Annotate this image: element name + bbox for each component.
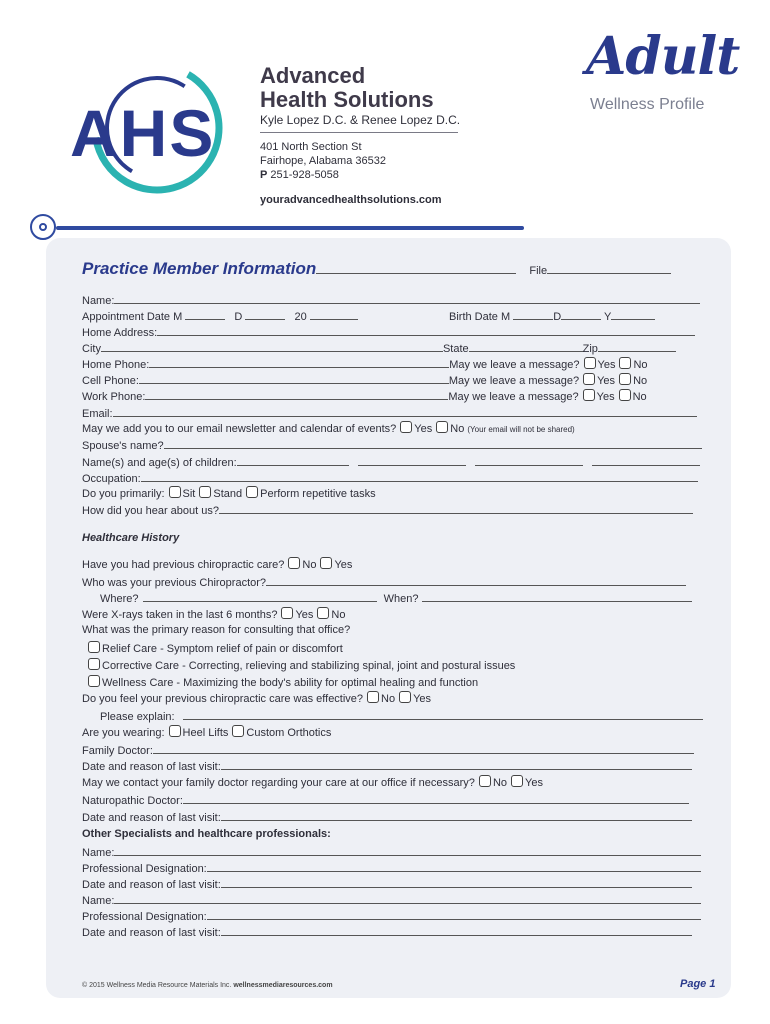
address-line-1: 401 North Section St	[260, 141, 362, 153]
ahs-logo	[62, 58, 247, 198]
family-doctor-visit-row: Date and reason of last visit:	[82, 758, 692, 774]
specialist-2-designation-row: Professional Designation:	[82, 908, 701, 924]
file-label: File	[529, 265, 548, 277]
specialist-1-visit-field[interactable]	[221, 876, 692, 888]
page-number: Page 1	[680, 978, 716, 990]
specialist-2-name-field[interactable]	[114, 892, 701, 904]
practice-section-title-row	[82, 259, 671, 281]
name-row: Name:	[82, 292, 700, 308]
cell-phone-row: Cell Phone: May we leave a message? Yes No	[82, 372, 647, 388]
prev-chiro-name-field[interactable]	[266, 574, 686, 586]
specialist-1-name-field[interactable]	[114, 844, 701, 856]
xrays-yes-checkbox[interactable]	[281, 607, 293, 619]
cell-msg-yes-checkbox[interactable]	[583, 373, 595, 385]
copyright-footer: © 2015 Wellness Media Resource Materials Inc. wellnessmediaresources.com	[82, 982, 333, 989]
phone-line	[260, 168, 386, 182]
hear-field[interactable]	[219, 502, 693, 514]
home-phone-row: Home Phone: May we leave a message? Yes No	[82, 356, 648, 372]
title-underline	[316, 262, 516, 274]
file-field[interactable]	[547, 262, 671, 274]
zip-field[interactable]	[598, 340, 676, 352]
section-title-history: Healthcare History	[82, 532, 180, 544]
reason-question: What was the primary reason for consulting that office?	[82, 624, 351, 636]
birth-date-row: Birth Date M D Y	[449, 308, 655, 324]
corrective-care-row: Corrective Care - Correcting, relieving and stabilizing spinal, joint and postural issues	[84, 658, 515, 674]
specialist-2-name-row: Name:	[82, 892, 701, 908]
xrays-no-checkbox[interactable]	[317, 607, 329, 619]
home-msg-no-checkbox[interactable]	[619, 357, 631, 369]
header-divider	[260, 132, 458, 133]
specialist-2-visit-field[interactable]	[221, 924, 692, 936]
prev-chiro-no-checkbox[interactable]	[288, 557, 300, 569]
relief-care-row: Relief Care - Symptom relief of pain or discomfort	[84, 641, 343, 657]
specialist-1-visit-row: Date and reason of last visit:	[82, 876, 692, 892]
svg-text:AHS: AHS	[70, 96, 216, 170]
family-doctor-visit-field[interactable]	[221, 758, 692, 770]
xrays-row: Were X-rays taken in the last 6 months? Yes No	[82, 609, 346, 621]
home-address-field[interactable]	[157, 324, 695, 336]
home-address-row: Home Address:	[82, 324, 695, 340]
header-bar	[56, 226, 524, 230]
work-phone-row: Work Phone: May we leave a message? Yes No	[82, 388, 647, 404]
brand-line-1: Advanced	[260, 63, 366, 88]
specialist-2-designation-field[interactable]	[207, 908, 701, 920]
heel-lifts-checkbox[interactable]	[169, 725, 181, 737]
work-msg-no-checkbox[interactable]	[619, 389, 631, 401]
child-1-field[interactable]	[237, 454, 349, 466]
specialist-1-name-row: Name:	[82, 844, 701, 860]
sit-checkbox[interactable]	[169, 486, 181, 498]
spouse-row: Spouse's name?	[82, 437, 702, 453]
child-2-field[interactable]	[358, 454, 466, 466]
child-4-field[interactable]	[592, 454, 700, 466]
clinic-address	[260, 140, 386, 182]
primarily-row: Do you primarily: Sit Stand Perform repetitive tasks	[82, 488, 376, 500]
home-msg-yes-checkbox[interactable]	[584, 357, 596, 369]
city-field[interactable]	[101, 340, 443, 352]
birth-month-field[interactable]	[513, 308, 553, 320]
appointment-row: Appointment Date M D 20	[82, 308, 358, 324]
newsletter-yes-checkbox[interactable]	[400, 421, 412, 433]
home-phone-field[interactable]	[149, 356, 449, 368]
contact-doctor-no-checkbox[interactable]	[479, 775, 491, 787]
contact-doctor-yes-checkbox[interactable]	[511, 775, 523, 787]
work-msg-yes-checkbox[interactable]	[583, 389, 595, 401]
birth-day-field[interactable]	[561, 308, 601, 320]
specialist-2-visit-row: Date and reason of last visit:	[82, 924, 692, 940]
effective-row: Do you feel your previous chiropractic care was effective? No Yes	[82, 693, 432, 705]
newsletter-row: May we add you to our email newsletter and calendar of events? Yes No (Your email will not be shared)	[82, 423, 575, 435]
footer-site-link: wellnessmediaresources.com	[233, 982, 333, 989]
naturopathic-visit-row: Date and reason of last visit:	[82, 809, 692, 825]
city-row: City State Zip	[82, 340, 676, 356]
form-title: Adult	[586, 26, 740, 87]
spouse-field[interactable]	[164, 437, 702, 449]
prev-chiro-name-row: Who was your previous Chiropractor?	[82, 574, 686, 590]
website-link[interactable]: youradvancedhealthsolutions.com	[260, 194, 442, 206]
newsletter-no-checkbox[interactable]	[436, 421, 448, 433]
where-when-row: Where? When?	[100, 590, 692, 606]
stand-checkbox[interactable]	[199, 486, 211, 498]
specialist-1-designation-field[interactable]	[207, 860, 701, 872]
section-title-practice: Practice Member Information	[82, 259, 317, 278]
occupation-field[interactable]	[141, 470, 698, 482]
wearing-row: Are you wearing: Heel Lifts Custom Orthotics	[82, 727, 332, 739]
naturopathic-field[interactable]	[183, 792, 689, 804]
explain-row: Please explain:	[100, 708, 703, 724]
name-field[interactable]	[114, 292, 700, 304]
repetitive-checkbox[interactable]	[246, 486, 258, 498]
naturopathic-row: Naturopathic Doctor:	[82, 792, 689, 808]
when-field[interactable]	[422, 590, 692, 602]
brand-name	[260, 64, 434, 112]
email-field[interactable]	[113, 405, 697, 417]
family-doctor-row: Family Doctor:	[82, 742, 694, 758]
appt-month-field[interactable]	[185, 308, 225, 320]
naturopathic-visit-field[interactable]	[221, 809, 692, 821]
corrective-care-checkbox[interactable]	[88, 658, 100, 670]
prev-chiro-row: Have you had previous chiropractic care? No Yes	[82, 559, 353, 571]
children-row: Name(s) and age(s) of children:	[82, 454, 700, 470]
child-3-field[interactable]	[475, 454, 583, 466]
form-subtitle: Wellness Profile	[590, 96, 705, 113]
wellness-care-checkbox[interactable]	[88, 675, 100, 687]
email-privacy-note: (Your email will not be shared)	[467, 425, 575, 434]
birth-year-field[interactable]	[611, 308, 655, 320]
brand-line-2: Health Solutions	[260, 87, 434, 112]
cell-msg-no-checkbox[interactable]	[619, 373, 631, 385]
address-line-2: Fairhope, Alabama 36532	[260, 155, 386, 167]
occupation-row: Occupation:	[82, 470, 698, 486]
work-phone-field[interactable]	[145, 388, 448, 400]
state-field[interactable]	[469, 340, 583, 352]
phone-number: 251-928-5058	[270, 169, 339, 181]
prev-chiro-yes-checkbox[interactable]	[320, 557, 332, 569]
email-row: Email:	[82, 405, 697, 421]
specialist-1-designation-row: Professional Designation:	[82, 860, 701, 876]
effective-yes-checkbox[interactable]	[399, 691, 411, 703]
explain-field[interactable]	[183, 708, 703, 720]
other-specialists-heading: Other Specialists and healthcare professionals:	[82, 828, 331, 840]
doctor-names: Kyle Lopez D.C. & Renee Lopez D.C.	[260, 113, 461, 127]
where-field[interactable]	[143, 590, 377, 602]
target-circle-icon	[30, 214, 56, 240]
effective-no-checkbox[interactable]	[367, 691, 379, 703]
cell-phone-field[interactable]	[139, 372, 449, 384]
appt-day-field[interactable]	[245, 308, 285, 320]
wellness-care-row: Wellness Care - Maximizing the body's ability for optimal healing and function	[84, 675, 478, 691]
relief-care-checkbox[interactable]	[88, 641, 100, 653]
contact-doctor-row: May we contact your family doctor regarding your care at our office if necessary? No Yes	[82, 777, 543, 789]
hear-row: How did you hear about us?	[82, 502, 693, 518]
family-doctor-field[interactable]	[153, 742, 694, 754]
phone-label: P	[260, 169, 268, 181]
appt-year-field[interactable]	[310, 308, 358, 320]
custom-orthotics-checkbox[interactable]	[232, 725, 244, 737]
